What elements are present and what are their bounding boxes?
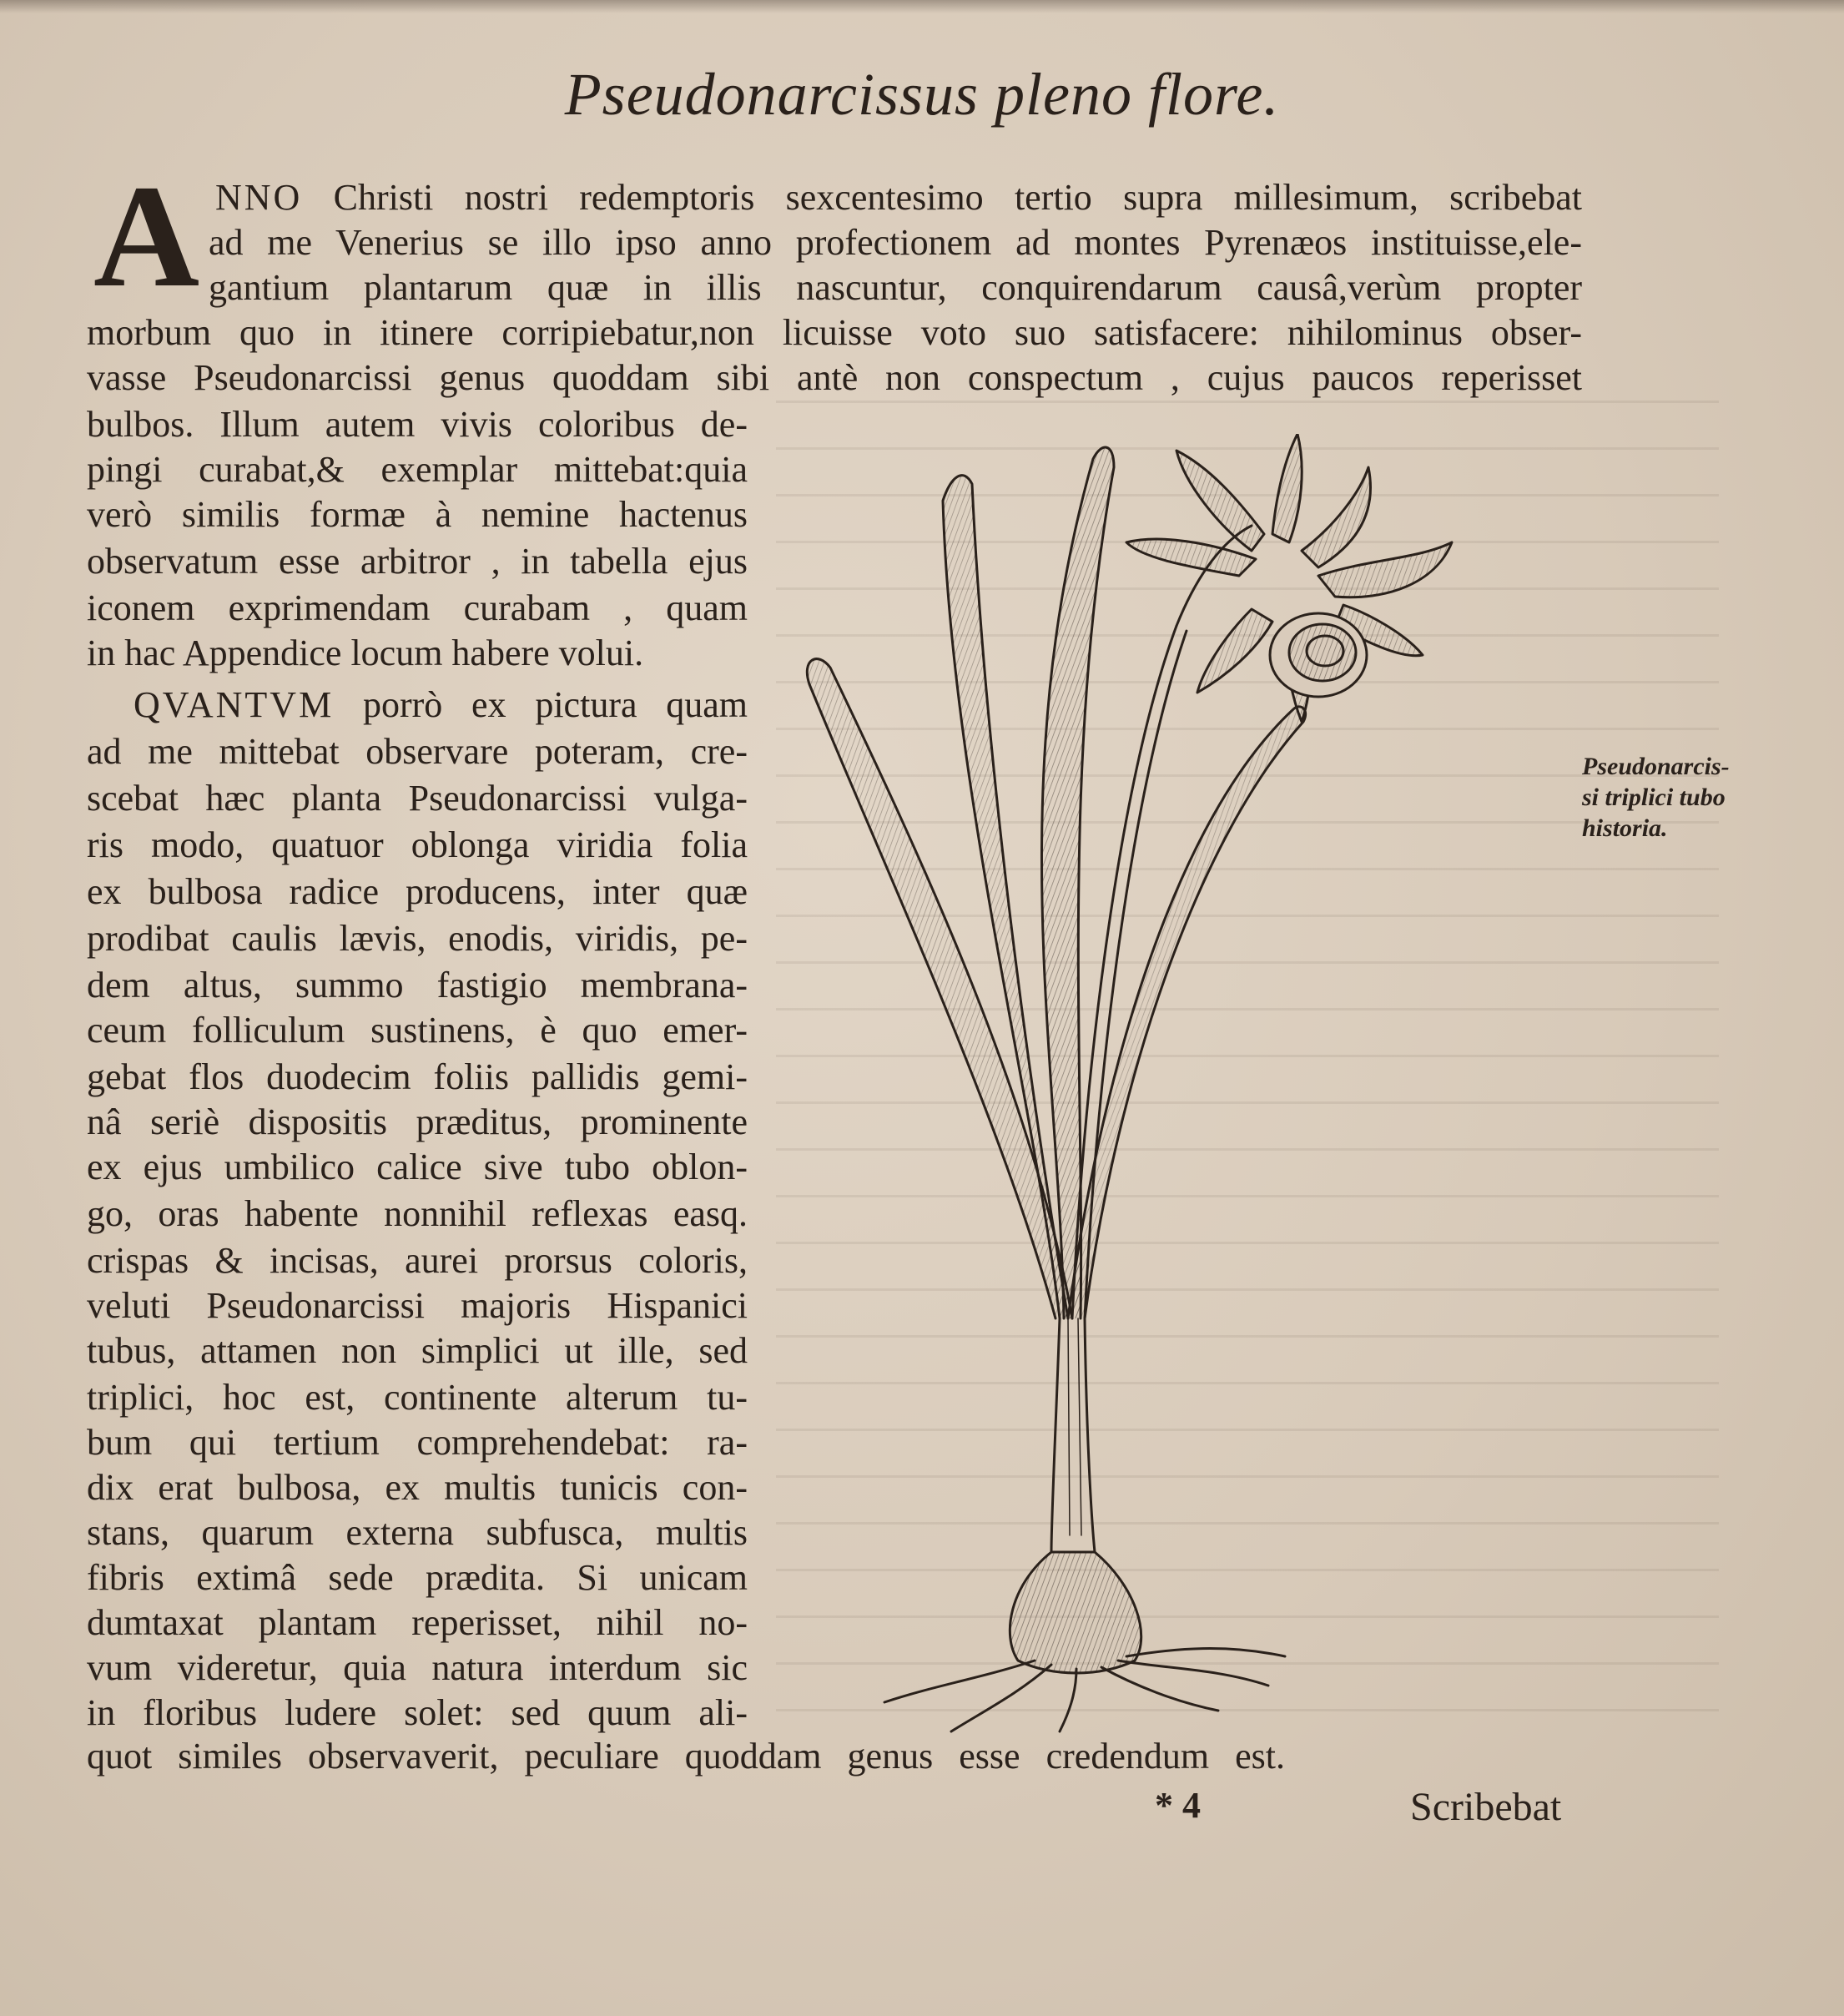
paragraph1-line: observatum esse arbitror , in tabella ejus [87, 541, 748, 582]
paragraph2-line: in floribus ludere solet: sed quum ali- [87, 1692, 748, 1733]
paragraph2-line: go, oras habente nonnihil reflexas easq. [87, 1193, 748, 1234]
paragraph1-line: gantium plantarum quæ in illis nascuntur, conquirendarum causâ,verùm propter [209, 267, 1582, 308]
paragraph2-line: ceum folliculum sustinens, è quo emer- [87, 1010, 748, 1051]
margin-note [1582, 751, 1749, 844]
paragraph2-line: gebat flos duodecim foliis pallidis gemi- [87, 1056, 748, 1097]
petal [1126, 539, 1256, 576]
paragraph1-line: NNO Christi nostri redemptoris sexcentesimo tertio supra millesimum, scribebat [215, 177, 1582, 218]
paragraph1-line: iconem exprimendam curabam , quam [87, 587, 748, 628]
bulb [1010, 1552, 1141, 1673]
paragraph2-line: dix erat bulbosa, ex multis tunicis con- [87, 1467, 748, 1508]
paragraph2-line: dem altus, summo fastigio membrana- [87, 965, 748, 1005]
petal [1302, 467, 1371, 567]
bulb-neck [1085, 1318, 1095, 1552]
petal [1176, 451, 1264, 551]
paragraph2-line: QVANTVM porrò ex pictura quam [134, 684, 748, 725]
root [1126, 1649, 1285, 1656]
root [1060, 1669, 1076, 1731]
paragraph2-line: veluti Pseudonarcissi majoris Hispanici [87, 1285, 748, 1326]
root [1101, 1667, 1218, 1711]
page-title: Pseudonarcissus pleno flore. [564, 61, 1280, 128]
paragraph2-line: bum qui tertium comprehendebat: ra- [87, 1422, 748, 1463]
leaf [1068, 707, 1306, 1318]
leaf [807, 659, 1072, 1318]
paragraph2-line: dumtaxat plantam reperisset, nihil no- [87, 1602, 748, 1643]
paragraph1-line: pingi curabat,& exemplar mittebat:quia [87, 449, 748, 490]
paragraph1-line: morbum quo in itinere corripiebatur,non licuisse voto suo satisfacere: nihilominus obser- [87, 312, 1582, 353]
paragraph1-line: verò similis formæ à nemine hactenus [87, 494, 748, 535]
paragraph2-line: quot similes observaverit, peculiare quoddam genus esse credendum est. [87, 1736, 1285, 1777]
paragraph1-line: vasse Pseudonarcissi genus quoddam sibi antè non conspectum , cujus paucos reperisset [87, 357, 1582, 398]
root [1118, 1661, 1268, 1686]
drop-cap-initial: A [93, 155, 200, 318]
paragraph2-line: crispas & incisas, aurei prorsus coloris, [87, 1240, 748, 1281]
margin-note-line: Pseudonarcis- [1582, 753, 1730, 780]
signature-mark: * 4 [1155, 1785, 1201, 1826]
root [884, 1661, 1035, 1702]
petal [1272, 434, 1302, 542]
paragraph2-line: nâ seriè dispositis præditus, prominente [87, 1101, 748, 1142]
paragraph2-line: vum videretur, quia natura interdum sic [87, 1647, 748, 1688]
paragraph2-line: fibris extimâ sede prædita. Si unicam [87, 1557, 748, 1598]
margin-note-line: si triplici tubo [1582, 784, 1726, 811]
paragraph2-line: ris modo, quatuor oblonga viridia folia [87, 824, 748, 865]
bulb-neck [1068, 1318, 1070, 1535]
paragraph2-line: scebat hæc planta Pseudonarcissi vulga- [87, 778, 748, 819]
catchword: Scribebat [1410, 1785, 1562, 1829]
bulb-neck [1078, 1318, 1081, 1535]
paragraph2-line: tubus, attamen non simplici ut ille, sed [87, 1330, 748, 1371]
petal [1197, 609, 1272, 693]
corona-middle [1289, 624, 1356, 681]
cropped-previous-line [0, 0, 1844, 13]
narcissus-woodcut-illustration [784, 434, 1502, 1736]
paragraph2-line: ex ejus umbilico calice sive tubo oblon- [87, 1147, 748, 1187]
paragraph1-line: ad me Venerius se illo ipso anno profectionem ad montes Pyrenæos instituisse,ele- [209, 222, 1582, 263]
margin-note-line: historia. [1582, 814, 1668, 842]
paragraph2-line: stans, quarum externa subfusca, multis [87, 1512, 748, 1553]
root [951, 1665, 1051, 1731]
bulb-neck [1051, 1318, 1060, 1552]
paragraph1-line: in hac Appendice locum habere volui. [87, 633, 644, 673]
paragraph1-line: bulbos. Illum autem vivis coloribus de- [87, 404, 748, 445]
paragraph2-line: ad me mittebat observare poteram, cre- [87, 731, 748, 772]
paragraph2-line: triplici, hoc est, continente alterum tu- [87, 1377, 748, 1418]
paragraph2-line: ex bulbosa radice producens, inter quæ [87, 871, 748, 912]
paragraph2-line: prodibat caulis lævis, enodis, viridis, pe- [87, 918, 748, 959]
